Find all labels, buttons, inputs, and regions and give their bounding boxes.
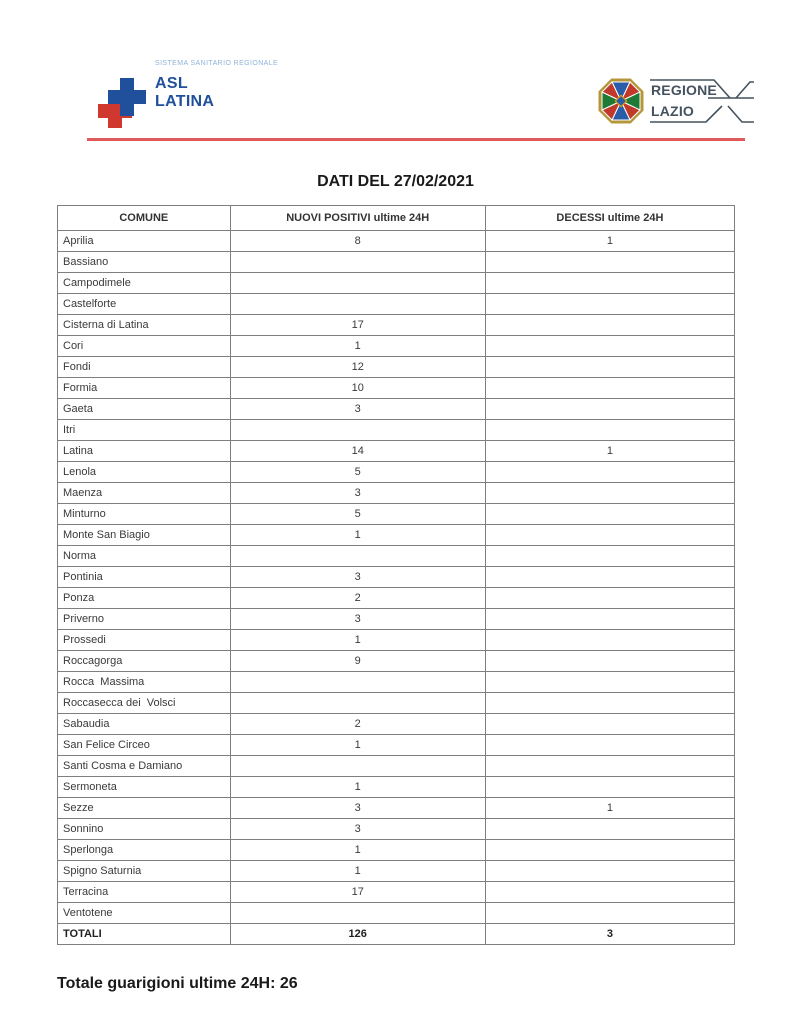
totals-label: TOTALI (58, 924, 231, 945)
cell-decessi (485, 504, 734, 525)
regione-wordmark-line1: REGIONE (651, 82, 717, 98)
cell-nuovi-positivi: 1 (230, 735, 485, 756)
table-row (58, 819, 735, 840)
cell-nuovi-positivi: 3 (230, 399, 485, 420)
table-row (58, 840, 735, 861)
covid-data-table (57, 205, 735, 945)
cell-decessi (485, 336, 734, 357)
table-row (58, 294, 735, 315)
table-row (58, 273, 735, 294)
cell-comune: Sonnino (58, 819, 231, 840)
cell-nuovi-positivi: 1 (230, 777, 485, 798)
cell-decessi (485, 546, 734, 567)
cell-decessi (485, 861, 734, 882)
cell-nuovi-positivi: 2 (230, 588, 485, 609)
cell-decessi (485, 462, 734, 483)
cell-decessi (485, 777, 734, 798)
cell-decessi (485, 588, 734, 609)
table-row (58, 609, 735, 630)
cell-decessi (485, 252, 734, 273)
cell-decessi (485, 882, 734, 903)
cell-comune: Santi Cosma e Damiano (58, 756, 231, 777)
table-header-row (58, 206, 735, 231)
cell-nuovi-positivi: 3 (230, 483, 485, 504)
cell-decessi (485, 294, 734, 315)
cell-decessi (485, 420, 734, 441)
cell-decessi (485, 672, 734, 693)
asl-logo-text (155, 60, 278, 111)
cell-decessi (485, 357, 734, 378)
cell-comune: Gaeta (58, 399, 231, 420)
cell-nuovi-positivi: 3 (230, 567, 485, 588)
cell-nuovi-positivi: 3 (230, 798, 485, 819)
cell-decessi (485, 483, 734, 504)
cell-nuovi-positivi: 1 (230, 336, 485, 357)
cell-comune: Ventotene (58, 903, 231, 924)
table-row (58, 357, 735, 378)
cell-comune: Norma (58, 546, 231, 567)
table-row (58, 399, 735, 420)
cell-nuovi-positivi: 17 (230, 315, 485, 336)
asl-system-label: SISTEMA SANITARIO REGIONALE (155, 60, 279, 67)
cell-comune: Roccagorga (58, 651, 231, 672)
cell-nuovi-positivi: 1 (230, 630, 485, 651)
table-row (58, 420, 735, 441)
table-row (58, 714, 735, 735)
table-body (58, 231, 735, 924)
table-row (58, 672, 735, 693)
cell-nuovi-positivi: 5 (230, 504, 485, 525)
cell-nuovi-positivi (230, 756, 485, 777)
cell-comune: Campodimele (58, 273, 231, 294)
cell-comune: Sabaudia (58, 714, 231, 735)
asl-name-line1: ASL (155, 75, 188, 92)
cell-nuovi-positivi (230, 672, 485, 693)
cell-nuovi-positivi (230, 294, 485, 315)
table-row (58, 231, 735, 252)
cell-nuovi-positivi: 2 (230, 714, 485, 735)
cell-decessi (485, 525, 734, 546)
table-row (58, 756, 735, 777)
page-header (0, 0, 789, 145)
totals-decessi: 3 (485, 924, 734, 945)
table-row (58, 546, 735, 567)
table-row (58, 441, 735, 462)
table-row (58, 483, 735, 504)
cell-decessi (485, 756, 734, 777)
cell-nuovi-positivi: 9 (230, 651, 485, 672)
table-row (58, 861, 735, 882)
cell-nuovi-positivi (230, 693, 485, 714)
table-row (58, 882, 735, 903)
cell-nuovi-positivi (230, 420, 485, 441)
cell-decessi (485, 378, 734, 399)
cell-decessi (485, 399, 734, 420)
table-row (58, 903, 735, 924)
cell-decessi (485, 273, 734, 294)
cell-decessi (485, 567, 734, 588)
cell-comune: Sezze (58, 798, 231, 819)
table-totals-row (58, 924, 735, 945)
cell-decessi (485, 840, 734, 861)
cell-comune: San Felice Circeo (58, 735, 231, 756)
table-row (58, 336, 735, 357)
cell-decessi (485, 903, 734, 924)
table-row (58, 693, 735, 714)
cell-decessi (485, 630, 734, 651)
cell-comune: Itri (58, 420, 231, 441)
cell-comune: Minturno (58, 504, 231, 525)
cell-comune: Bassiano (58, 252, 231, 273)
table-row (58, 525, 735, 546)
header-red-divider (87, 138, 745, 141)
cell-nuovi-positivi: 1 (230, 861, 485, 882)
cell-decessi (485, 651, 734, 672)
cell-comune: Sermoneta (58, 777, 231, 798)
cell-comune: Prossedi (58, 630, 231, 651)
cell-nuovi-positivi: 17 (230, 882, 485, 903)
cell-nuovi-positivi: 8 (230, 231, 485, 252)
cell-comune: Castelforte (58, 294, 231, 315)
cell-nuovi-positivi: 1 (230, 525, 485, 546)
cell-comune: Cori (58, 336, 231, 357)
table-row (58, 630, 735, 651)
cell-nuovi-positivi: 10 (230, 378, 485, 399)
regione-lazio-wordmark (650, 76, 754, 126)
cell-nuovi-positivi (230, 546, 485, 567)
cell-nuovi-positivi: 3 (230, 609, 485, 630)
cell-nuovi-positivi: 3 (230, 819, 485, 840)
cell-comune: Maenza (58, 483, 231, 504)
table-row (58, 315, 735, 336)
cell-nuovi-positivi (230, 903, 485, 924)
cell-comune: Cisterna di Latina (58, 315, 231, 336)
table-row (58, 567, 735, 588)
table-row (58, 462, 735, 483)
cell-nuovi-positivi: 14 (230, 441, 485, 462)
asl-latina-logo (95, 60, 278, 132)
cell-decessi (485, 714, 734, 735)
covid-data-table-container (57, 205, 735, 945)
cell-nuovi-positivi: 12 (230, 357, 485, 378)
cell-decessi: 1 (485, 798, 734, 819)
cell-comune: Roccasecca dei Volsci (58, 693, 231, 714)
table-row (58, 252, 735, 273)
cell-comune: Priverno (58, 609, 231, 630)
cell-comune: Ponza (58, 588, 231, 609)
cell-nuovi-positivi: 5 (230, 462, 485, 483)
cell-decessi (485, 735, 734, 756)
cell-nuovi-positivi (230, 252, 485, 273)
table-row (58, 504, 735, 525)
cell-comune: Lenola (58, 462, 231, 483)
regione-lazio-emblem-icon (598, 78, 644, 124)
cell-comune: Monte San Biagio (58, 525, 231, 546)
cell-comune: Sperlonga (58, 840, 231, 861)
cell-decessi (485, 315, 734, 336)
table-row (58, 735, 735, 756)
regione-lazio-logo (598, 76, 754, 126)
cell-decessi (485, 819, 734, 840)
column-header-nuovi-positivi: NUOVI POSITIVI ultime 24H (230, 206, 485, 231)
cell-decessi: 1 (485, 231, 734, 252)
table-row (58, 378, 735, 399)
cell-comune: Rocca Massima (58, 672, 231, 693)
cell-comune: Aprilia (58, 231, 231, 252)
regione-wordmark-line2: LAZIO (651, 103, 694, 119)
cell-comune: Spigno Saturnia (58, 861, 231, 882)
cell-nuovi-positivi (230, 273, 485, 294)
page-title: DATI DEL 27/02/2021 (317, 173, 474, 190)
totals-nuovi-positivi: 126 (230, 924, 485, 945)
cell-nuovi-positivi: 1 (230, 840, 485, 861)
cell-decessi (485, 693, 734, 714)
cell-comune: Terracina (58, 882, 231, 903)
table-row (58, 777, 735, 798)
cell-comune: Fondi (58, 357, 231, 378)
asl-name-line2: LATINA (155, 93, 215, 110)
cell-comune: Latina (58, 441, 231, 462)
table-row (58, 651, 735, 672)
asl-cross-icon (95, 74, 147, 132)
column-header-comune: COMUNE (58, 206, 231, 231)
column-header-decessi: DECESSI ultime 24H (485, 206, 734, 231)
cell-decessi: 1 (485, 441, 734, 462)
recoveries-note: Totale guarigioni ultime 24H: 26 (57, 975, 298, 992)
table-row (58, 798, 735, 819)
cell-comune: Formia (58, 378, 231, 399)
cell-comune: Pontinia (58, 567, 231, 588)
cell-decessi (485, 609, 734, 630)
table-row (58, 588, 735, 609)
